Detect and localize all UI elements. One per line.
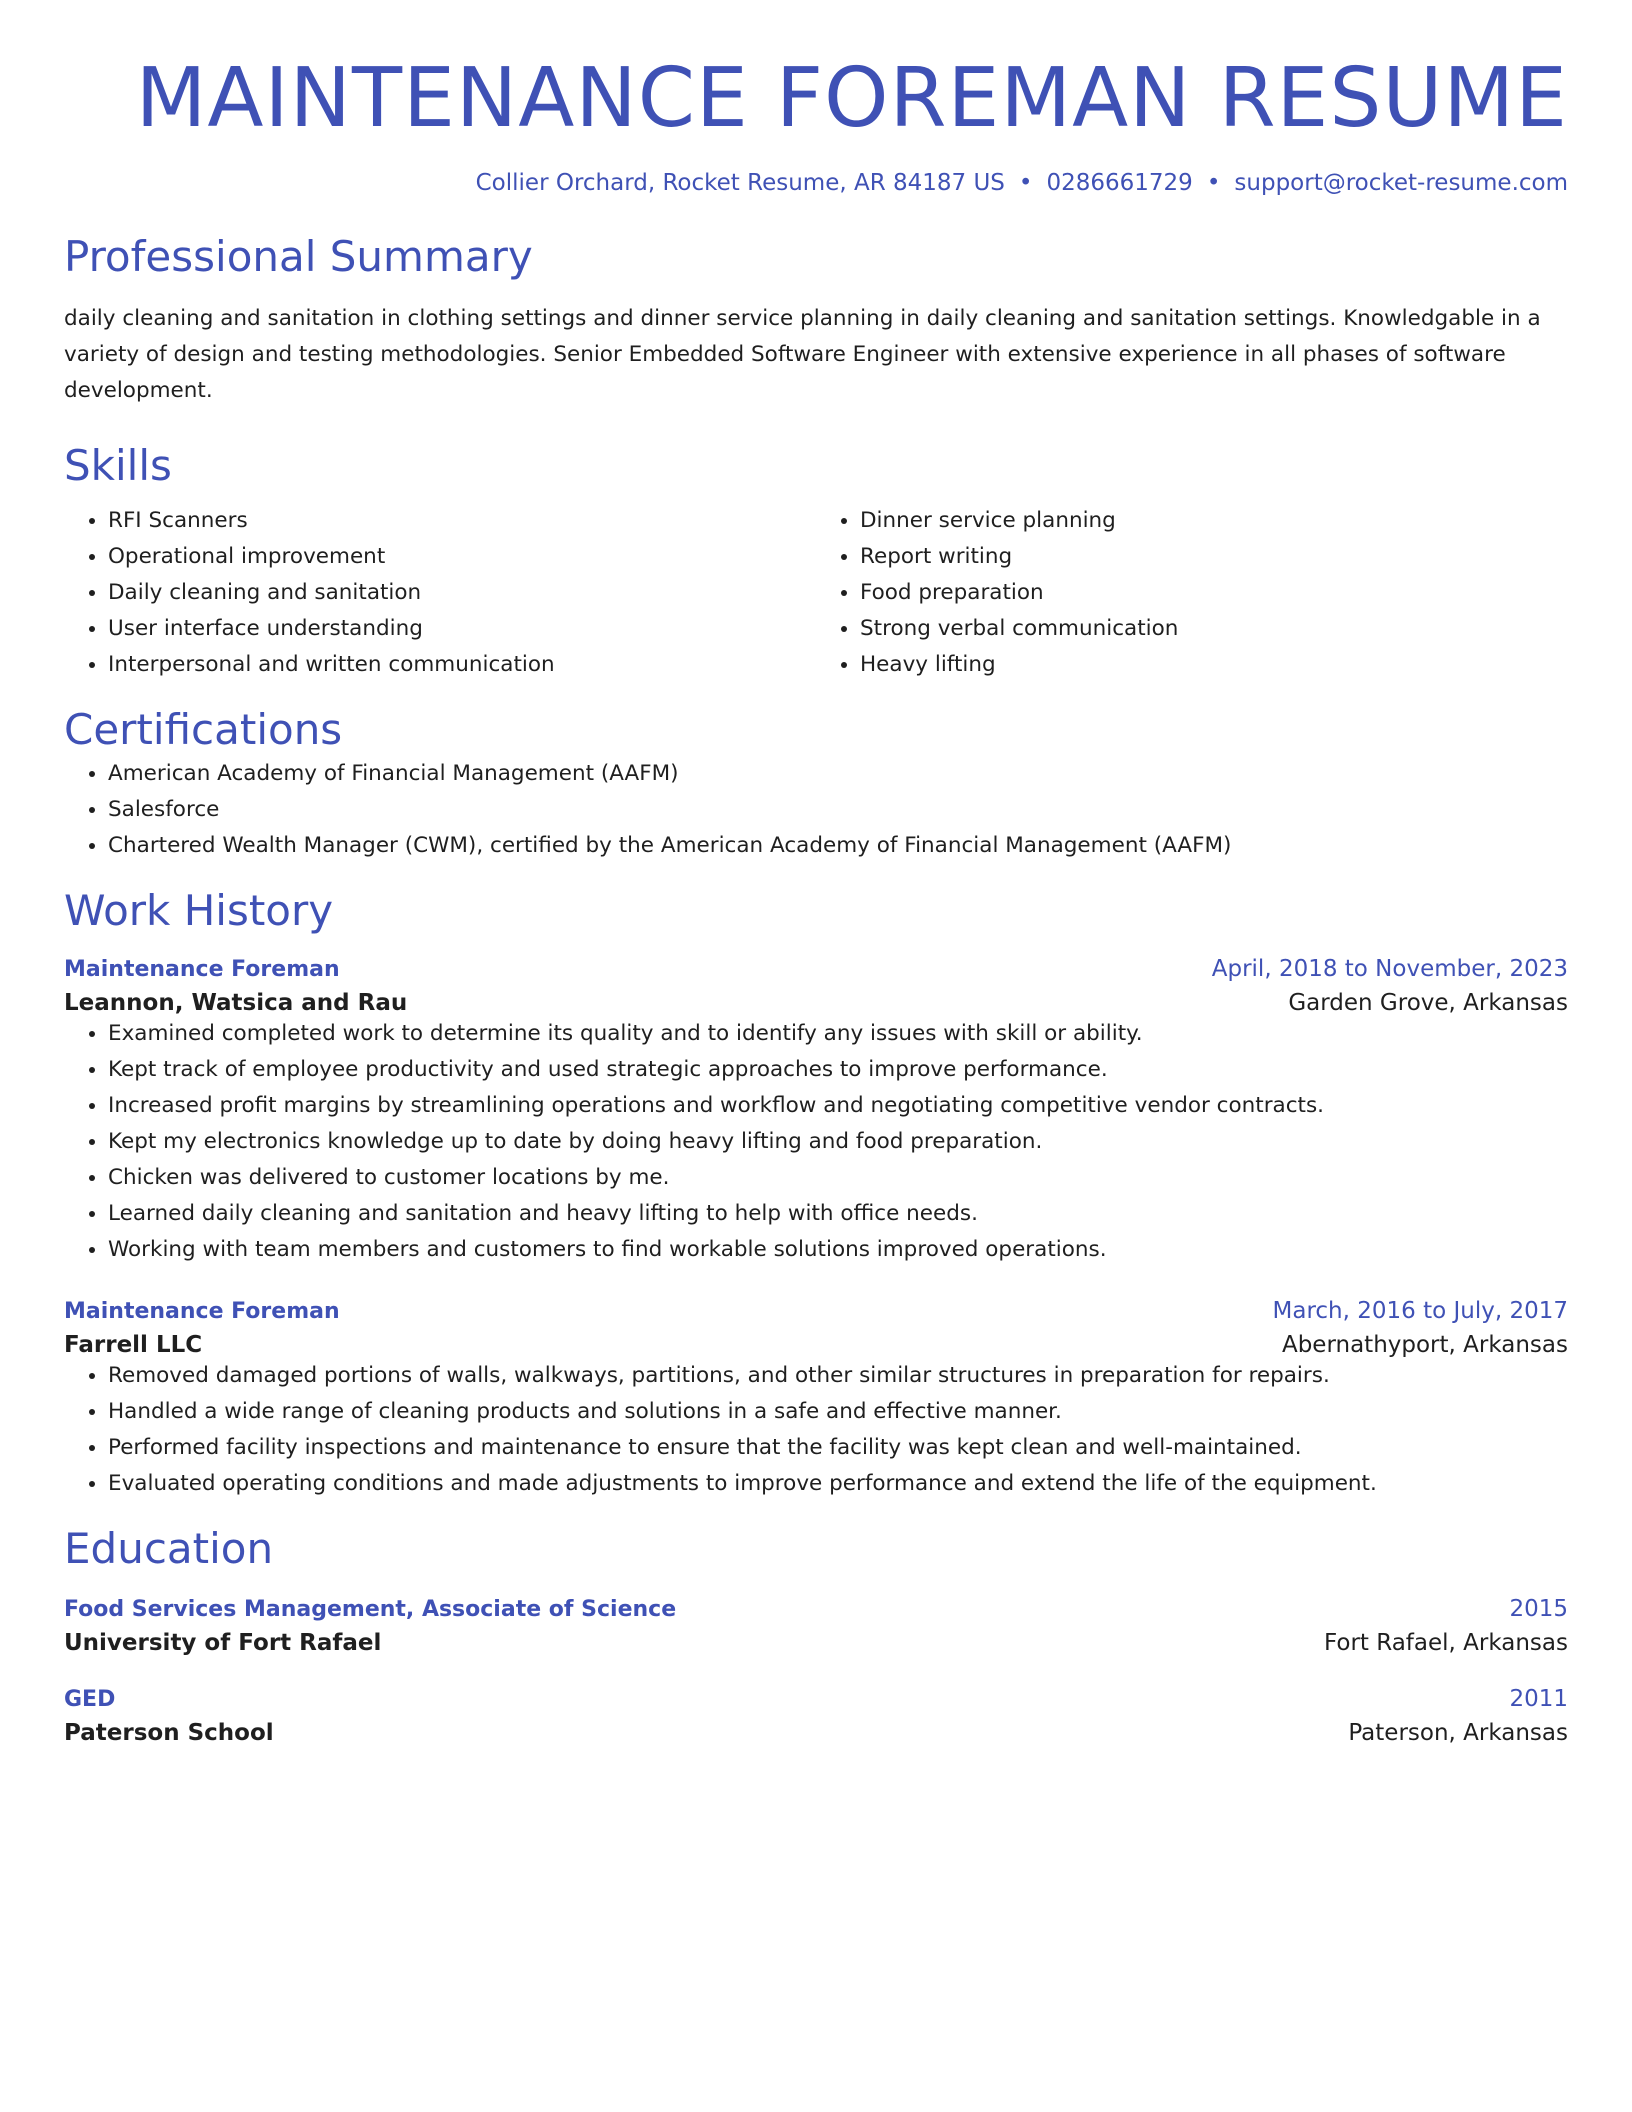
certification-item: • Salesforce: [108, 792, 1568, 828]
job-company: Leannon, Watsica and Rau: [64, 989, 408, 1016]
contact-email[interactable]: support@rocket-resume.com: [1234, 170, 1568, 197]
summary-text: daily cleaning and sanitation in clothing settings and dinner service planning in daily cleaning and sanitation settings. Knowledgable in a variety of design and testing methodologies. Senior Embedded Software Engineer with extensive experience in all phases of software development.: [64, 305, 1541, 403]
skill-item: • Operational improvement: [108, 539, 816, 575]
job-bullet: • Examined completed work to determine its quality and to identify any issues with skill or ability.: [108, 1016, 1568, 1052]
education-entry: [64, 1686, 1568, 1746]
certification-item: • American Academy of Financial Management (AAFM): [108, 756, 1568, 792]
resume-page: [64, 0, 1568, 1746]
job-bullet: • Chicken was delivered to customer locations by me.: [108, 1160, 1568, 1196]
job-role: Maintenance Foreman: [64, 1298, 340, 1324]
job-dates: April, 2018 to November, 2023: [1211, 955, 1568, 982]
education-year: 2015: [1509, 1596, 1568, 1623]
skill-item: • Dinner service planning: [860, 503, 1568, 539]
education-degree: GED: [64, 1687, 116, 1713]
skill-item: • User interface understanding: [108, 611, 816, 647]
contact-phone: 0286661729: [1046, 170, 1193, 197]
skill-item: • Report writing: [860, 539, 1568, 575]
skills-list-left: [64, 503, 816, 683]
education-entry: [64, 1596, 1568, 1656]
contact-address: Collier Orchard, Rocket Resume, AR 84187 US: [475, 170, 1005, 197]
job-bullet: • Removed damaged portions of walls, walkways, partitions, and other similar structures in preparation for repairs.: [108, 1358, 1568, 1394]
job-bullet: • Performed facility inspections and maintenance to ensure that the facility was kept clean and well-maintained.: [108, 1430, 1568, 1466]
job-header-row: [64, 956, 1568, 982]
education-school-row: [64, 1630, 1568, 1656]
job-location: Abernathyport, Arkansas: [1281, 1331, 1568, 1358]
education-year: 2011: [1509, 1686, 1568, 1713]
contact-line: [64, 170, 1568, 196]
job-bullet: • Learned daily cleaning and sanitation and heavy lifting to help with office needs.: [108, 1196, 1568, 1232]
skill-item: • Food preparation: [860, 575, 1568, 611]
job-entry: [64, 1298, 1568, 1502]
job-header-row: [64, 1298, 1568, 1324]
job-bullet: • Increased profit margins by streamlining operations and workflow and negotiating competitive vendor contracts.: [108, 1088, 1568, 1124]
skill-item: • Heavy lifting: [860, 647, 1568, 683]
job-bullets: [64, 1358, 1568, 1502]
work-history-heading: Work History: [64, 885, 334, 935]
job-bullet: • Handled a wide range of cleaning products and solutions in a safe and effective manner.: [108, 1394, 1568, 1430]
job-company: Farrell LLC: [64, 1331, 203, 1358]
job-bullet: • Working with team members and customers to find workable solutions improved operations.: [108, 1232, 1568, 1268]
education-location: Fort Rafael, Arkansas: [1323, 1630, 1568, 1657]
job-bullets: [64, 1016, 1568, 1268]
certifications-list: [64, 756, 1568, 864]
education-location: Paterson, Arkansas: [1348, 1720, 1568, 1747]
education-school: University of Fort Rafael: [64, 1630, 382, 1657]
summary-heading: Professional Summary: [64, 232, 533, 282]
job-bullet: • Evaluated operating conditions and made adjustments to improve performance and extend the life of the equipment.: [108, 1466, 1568, 1502]
job-company-row: [64, 1332, 1568, 1358]
skill-item: • Interpersonal and written communication: [108, 647, 816, 683]
job-dates: March, 2016 to July, 2017: [1272, 1297, 1568, 1324]
skill-item: • Daily cleaning and sanitation: [108, 575, 816, 611]
education-degree: Food Services Management, Associate of Science: [64, 1597, 677, 1623]
skill-item: • Strong verbal communication: [860, 611, 1568, 647]
contact-separator: •: [1206, 170, 1221, 197]
job-role: Maintenance Foreman: [64, 956, 340, 982]
skills-list-right: [816, 503, 1568, 683]
certification-item: • Chartered Wealth Manager (CWM), certified by the American Academy of Financial Management (AAFM): [108, 828, 1568, 864]
skills-heading: Skills: [64, 440, 172, 490]
education-school: Paterson School: [64, 1720, 274, 1747]
education-school-row: [64, 1720, 1568, 1746]
job-bullet: • Kept track of employee productivity and used strategic approaches to improve performance.: [108, 1052, 1568, 1088]
job-entry: [64, 956, 1568, 1268]
skill-item: • RFI Scanners: [108, 503, 816, 539]
education-header-row: [64, 1686, 1568, 1712]
job-bullet: • Kept my electronics knowledge up to date by doing heavy lifting and food preparation.: [108, 1124, 1568, 1160]
skills-grid: [64, 503, 1568, 683]
job-company-row: [64, 990, 1568, 1016]
certifications-heading: Certifications: [64, 705, 343, 755]
contact-separator: •: [1018, 170, 1033, 197]
education-header-row: [64, 1596, 1568, 1622]
resume-title: MAINTENANCE FOREMAN RESUME: [135, 51, 1568, 146]
job-location: Garden Grove, Arkansas: [1288, 989, 1568, 1016]
education-heading: Education: [64, 1523, 274, 1573]
